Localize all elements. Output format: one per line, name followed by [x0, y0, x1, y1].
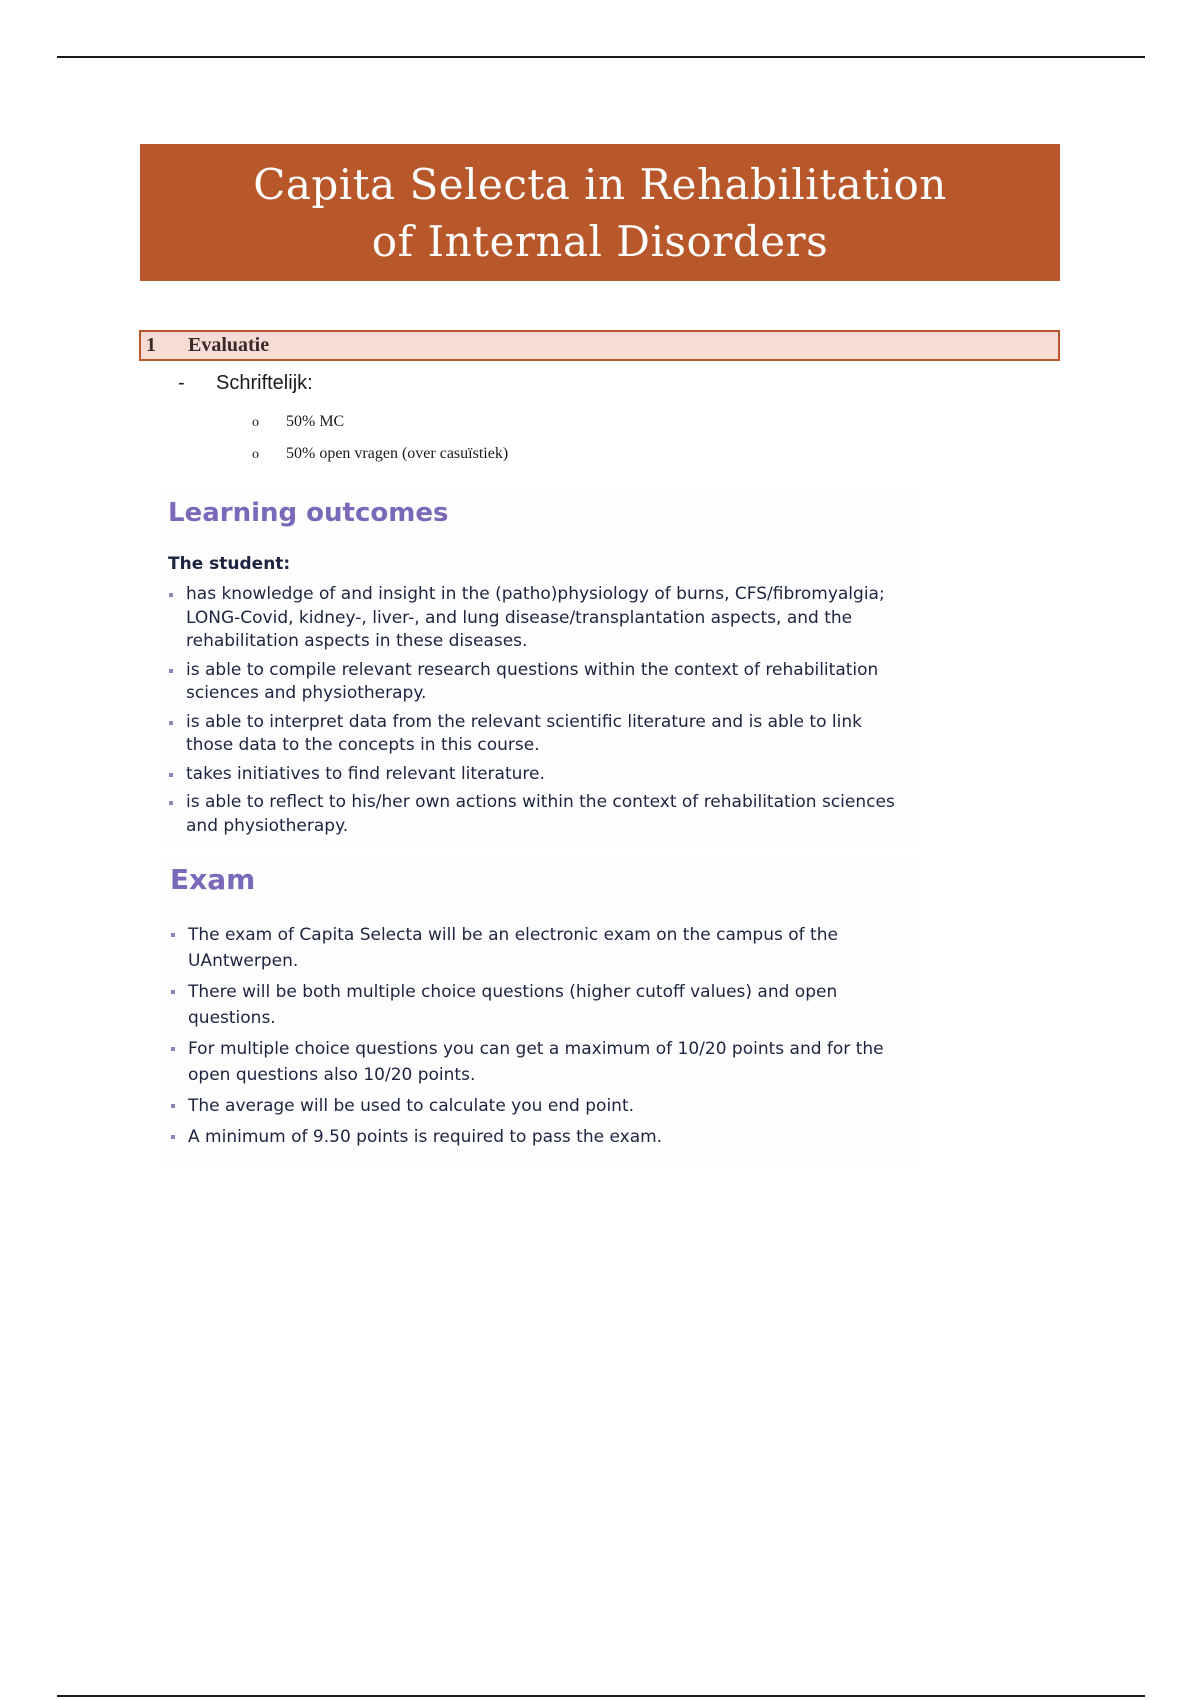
- list-item-text: has knowledge of and insight in the (patho)physiology of burns, CFS/fibromyalgia; LONG-Covid, kidney-, liver-, and lung disease/transplantation aspects, and the rehabilitation aspects in these diseases.: [186, 584, 885, 651]
- list-item-text: is able to reflect to his/her own actions within the context of rehabilitation sciences and physiotherapy.: [186, 792, 895, 836]
- square-bullet-icon: [171, 1104, 175, 1108]
- exam-list: [170, 922, 910, 1155]
- learning-outcomes-title: Learning outcomes: [168, 498, 449, 528]
- evaluation-subitem-text: 50% MC: [286, 413, 345, 430]
- list-item-text: The exam of Capita Selecta will be an electronic exam on the campus of the UAntwerpen.: [188, 925, 838, 971]
- dash-bullet: -: [178, 372, 185, 394]
- top-rule: [57, 56, 1145, 58]
- list-item: [168, 659, 908, 706]
- bottom-rule: [57, 1695, 1145, 1697]
- learning-outcomes-list: [168, 583, 908, 843]
- square-bullet-icon: [171, 990, 175, 994]
- section-title: Evaluatie: [188, 334, 270, 356]
- section-heading: [139, 330, 1060, 361]
- list-item: [170, 922, 910, 974]
- list-item: [168, 583, 908, 654]
- section-number: 1: [146, 334, 156, 356]
- learning-outcomes-slide: [160, 488, 920, 843]
- circle-bullet-icon: o: [252, 415, 259, 430]
- list-item-text: There will be both multiple choice questions (higher cutoff values) and open questions.: [188, 982, 838, 1028]
- square-bullet-icon: [171, 1047, 175, 1051]
- exam-slide: [160, 857, 920, 1162]
- list-item-text: A minimum of 9.50 points is required to pass the exam.: [188, 1127, 663, 1147]
- list-item: [168, 711, 908, 758]
- exam-title: Exam: [170, 863, 256, 896]
- square-bullet-icon: [171, 1135, 175, 1139]
- list-item-text: For multiple choice questions you can get a maximum of 10/20 points and for the open questions also 10/20 points.: [188, 1039, 884, 1085]
- list-item-text: is able to interpret data from the relevant scientific literature and is able to link those data to the concepts in this course.: [186, 711, 862, 755]
- evaluation-type-item: [178, 372, 313, 395]
- list-item: [168, 763, 908, 787]
- square-bullet-icon: [169, 669, 173, 673]
- title-line-2: of Internal Disorders: [371, 216, 829, 266]
- square-bullet-icon: [169, 801, 173, 805]
- square-bullet-icon: [171, 933, 175, 937]
- list-item-text: takes initiatives to find relevant literature.: [186, 763, 545, 784]
- square-bullet-icon: [169, 773, 173, 777]
- learning-outcomes-subtitle: The student:: [168, 554, 291, 574]
- list-item: [170, 1124, 910, 1150]
- list-item-text: The average will be used to calculate you end point.: [188, 1096, 635, 1116]
- list-item: [170, 1036, 910, 1088]
- list-item: [170, 979, 910, 1031]
- square-bullet-icon: [169, 721, 173, 725]
- square-bullet-icon: [169, 593, 173, 597]
- evaluation-subitem: [252, 445, 508, 463]
- circle-bullet-icon: o: [252, 447, 259, 462]
- list-item: [168, 791, 908, 838]
- list-item: [170, 1093, 910, 1119]
- title-line-1: Capita Selecta in Rehabilitation: [253, 159, 947, 209]
- list-item-text: is able to compile relevant research questions within the context of rehabilitation sciences and physiotherapy.: [186, 659, 879, 703]
- title-banner: [140, 144, 1060, 281]
- evaluation-type-label: Schriftelijk:: [216, 372, 313, 394]
- evaluation-subitem: [252, 413, 344, 431]
- evaluation-subitem-text: 50% open vragen (over casuïstiek): [286, 445, 509, 462]
